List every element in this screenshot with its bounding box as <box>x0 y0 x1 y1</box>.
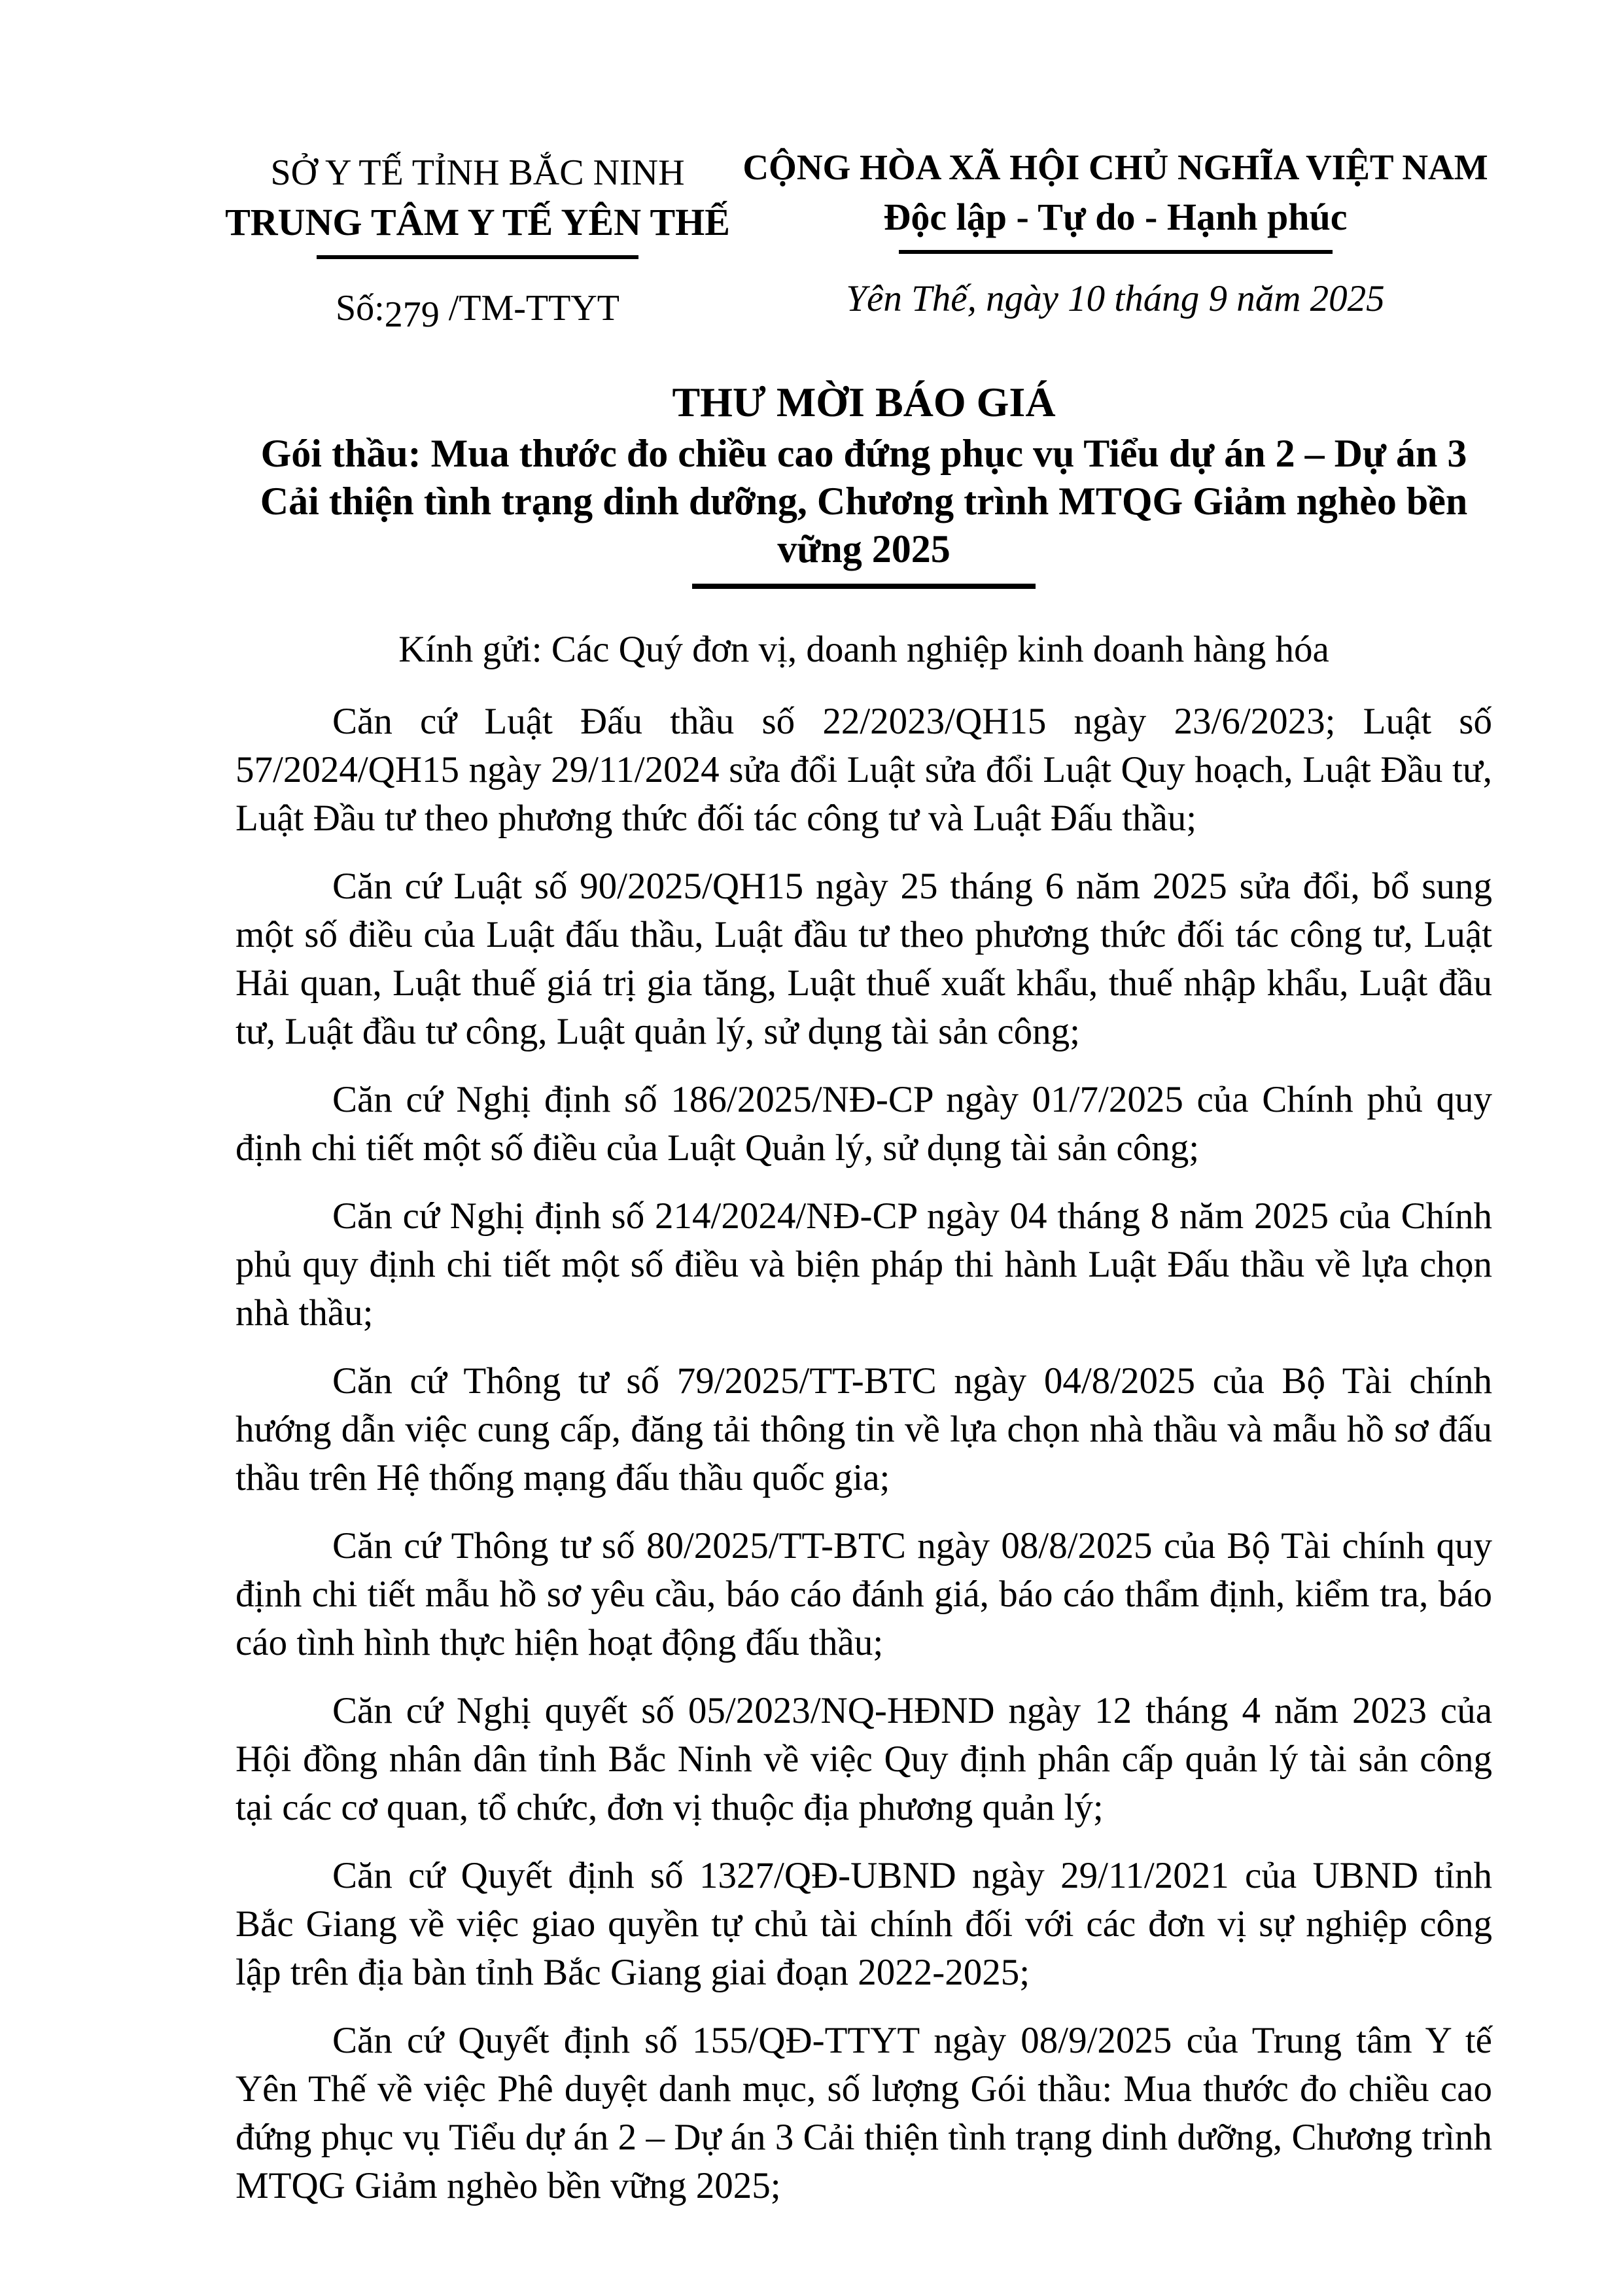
paragraph-legal-basis-8: Căn cứ Quyết định số 1327/QĐ-UBND ngày 29/11/2021 của UBND tỉnh Bắc Giang về việc giao quyền tự chủ tài chính đối với các đơn vị sự nghiệp công lập trên địa bàn tỉnh Bắc Giang giai đoạn 2022-2025; <box>236 1855 1492 1993</box>
paragraph-legal-basis-1: Căn cứ Luật Đấu thầu số 22/2023/QH15 ngày 23/6/2023; Luật số 57/2024/QH15 ngày 29/11/2024 sửa đổi Luật sửa đổi Luật Quy hoạch, Luật Đầu tư, Luật Đầu tư theo phương thức đối tác công tư và Luật Đấu thầu; <box>236 701 1492 839</box>
paragraph-legal-basis-7: Căn cứ Nghị quyết số 05/2023/NQ-HĐND ngày 12 tháng 4 năm 2023 của Hội đồng nhân dân tỉnh Bắc Ninh về việc Quy định phân cấp quản lý tài sản công tại các cơ quan, tổ chức, đơn vị thuộc địa phương quản lý; <box>236 1690 1492 1828</box>
paragraph-legal-basis-5: Căn cứ Thông tư số 79/2025/TT-BTC ngày 04/8/2025 của Bộ Tài chính hướng dẫn việc cung cấp, đăng tải thông tin về lựa chọn nhà thầu và mẫu hồ sơ đấu thầu trên Hệ thống mạng đấu thầu quốc gia; <box>236 1360 1492 1498</box>
title-block <box>236 376 1492 589</box>
document-number-prefix: Số: <box>336 288 385 328</box>
org-underline <box>317 255 638 259</box>
org-name: TRUNG TÂM Y TẾ YÊN THẾ <box>225 201 730 243</box>
salutation: Kính gửi: Các Quý đơn vị, doanh nghiệp kinh doanh hàng hóa <box>398 629 1329 670</box>
issuing-org-block <box>150 148 805 335</box>
document-number <box>150 284 805 335</box>
place-date-line: Yên Thế, ngày 10 tháng 9 năm 2025 <box>846 278 1385 319</box>
document-title: THƯ MỜI BÁO GIÁ <box>672 379 1056 425</box>
parent-org-name: SỞ Y TẾ TỈNH BẮC NINH <box>270 152 685 193</box>
paragraph-legal-basis-3: Căn cứ Nghị định số 186/2025/NĐ-CP ngày 01/7/2025 của Chính phủ quy định chi tiết một số điều của Luật Quản lý, sử dụng tài sản công; <box>236 1079 1492 1169</box>
paragraph-legal-basis-6: Căn cứ Thông tư số 80/2025/TT-BTC ngày 08/8/2025 của Bộ Tài chính quy định chi tiết mẫu hồ sơ yêu cầu, báo cáo đánh giá, báo cáo thẩm định, kiểm tra, báo cáo tình hình thực hiện hoạt động đấu thầu; <box>236 1525 1492 1663</box>
document-subtitle: Gói thầu: Mua thước đo chiều cao đứng phục vụ Tiểu dự án 2 – Dự án 3 Cải thiện tình trạng dinh dưỡng, Chương trình MTQG Giảm nghèo bền vững 2025 <box>260 432 1468 571</box>
document-number-suffix: /TM-TTYT <box>439 288 620 328</box>
paragraph-legal-basis-4: Căn cứ Nghị định số 214/2024/NĐ-CP ngày 04 tháng 8 năm 2025 của Chính phủ quy định chi tiết một số điều và biện pháp thi hành Luật Đấu thầu về lựa chọn nhà thầu; <box>236 1195 1492 1333</box>
national-header-block <box>739 143 1492 323</box>
paragraph-legal-basis-2: Căn cứ Luật số 90/2025/QH15 ngày 25 tháng 6 năm 2025 sửa đổi, bổ sung một số điều của Luật đấu thầu, Luật đầu tư theo phương thức đối tác công tư, Luật Hải quan, Luật thuế giá trị gia tăng, Luật thuế xuất khẩu, thuế nhập khẩu, Luật đầu tư, Luật đầu tư công, Luật quản lý, sử dụng tài sản công; <box>236 866 1492 1052</box>
document-number-value: 279 <box>384 294 440 335</box>
national-title: CỘNG HÒA XÃ HỘI CHỦ NGHĨA VIỆT NAM <box>742 147 1488 187</box>
paragraph-legal-basis-9: Căn cứ Quyết định số 155/QĐ-TTYT ngày 08/9/2025 của Trung tâm Y tế Yên Thế về việc Phê duyệt danh mục, số lượng Gói thầu: Mua thước đo chiều cao đứng phục vụ Tiểu dự án 2 – Dự án 3 Cải thiện tình trạng dinh dưỡng, Chương trình MTQG Giảm nghèo bền vững 2025; <box>236 2020 1492 2206</box>
title-underline <box>692 584 1036 589</box>
document-header <box>225 143 1492 335</box>
motto-underline <box>899 250 1333 254</box>
national-motto: Độc lập - Tự do - Hạnh phúc <box>883 196 1348 238</box>
document-body <box>236 698 1492 2210</box>
